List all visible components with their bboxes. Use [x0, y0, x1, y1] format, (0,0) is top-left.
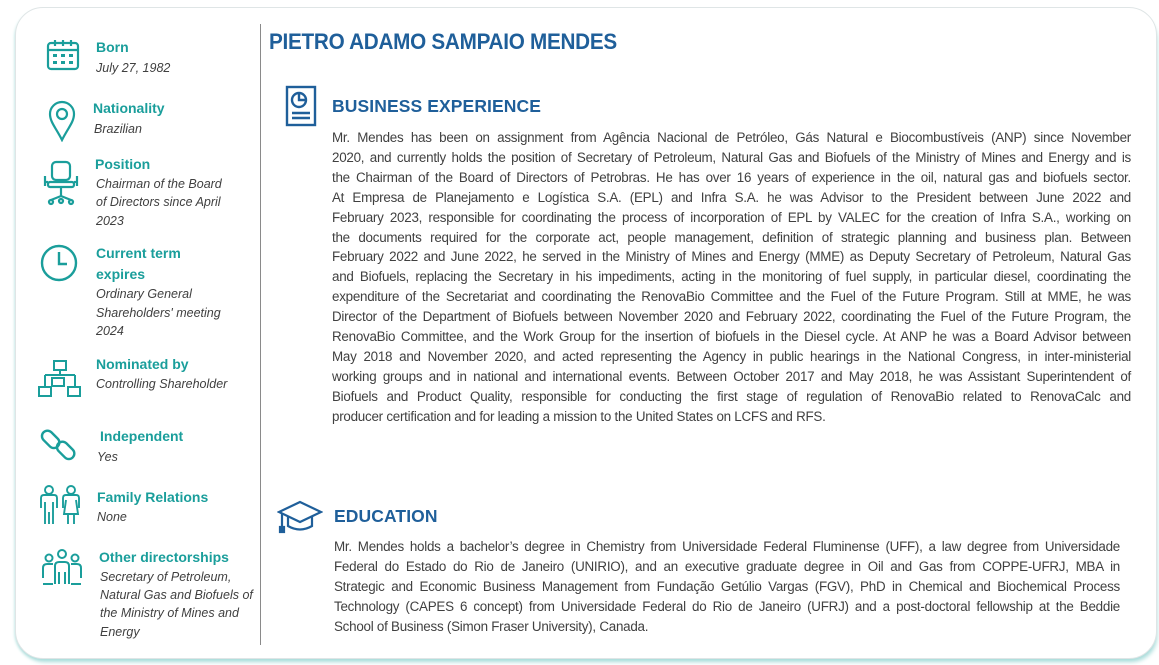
other-label: Other directorships — [99, 549, 229, 565]
born-label: Born — [96, 39, 129, 55]
independent-value: Yes — [97, 450, 118, 464]
education-heading: EDUCATION — [334, 506, 438, 526]
education-line: School of Business (Simon Fraser University), Canada. — [334, 618, 649, 634]
business-line: At Empresa de Planejamento e Logística S.A. (EPL) and Infra S.A. he was Advisor to the President between June 2022 and — [332, 189, 1131, 205]
calendar-icon — [46, 38, 80, 72]
business-line: Biofuels and Product Quality, responsible for conducting the first stage of regulation of RenovaBio related to RenovaCalc and — [332, 388, 1131, 404]
independent-label: Independent — [100, 428, 184, 444]
chain-link-icon — [40, 426, 78, 464]
other-value-1: Secretary of Petroleum, — [100, 570, 232, 584]
position-value-1: Chairman of the Board — [96, 177, 222, 191]
nominated-value: Controlling Shareholder — [96, 377, 228, 391]
graduation-cap-icon — [277, 500, 323, 534]
other-value-3: the Ministry of Mines and — [100, 606, 239, 620]
business-line: producer certification and for leading a mission to the United States on LCFS and RFS. — [332, 408, 826, 424]
business-line: the documents required for the corporate act, people management, definition of strategic planning and business plan. Between — [332, 229, 1131, 245]
position-value-2: of Directors since April — [96, 195, 221, 209]
group-icon — [42, 548, 82, 586]
family-label: Family Relations — [97, 489, 209, 505]
business-line: Director of the Department of Biofuels between November 2020 and February 2022, coordinating the Fuel of the Future Program, the — [332, 309, 1131, 325]
family-value: None — [97, 510, 127, 524]
business-line: 2020, and currently holds the position of Secretary of Petroleum, Natural Gas and Biofuels of the Ministry of Mines and Energy and is — [332, 149, 1131, 165]
business-line: RenovaBio Committee, and the Work Group for the insertion of biofuels in the Diesel cycle. At ANP he was a Board Advisor between — [332, 329, 1131, 345]
clock-icon — [40, 244, 78, 282]
business-line: the Chairman of the Board of Directors of Petrobras. He has over 16 years of experience in the oil, natural gas and biofuels sector. — [332, 169, 1131, 185]
org-chart-icon — [38, 359, 82, 399]
education-line: Federal do Estado do Rio de Janeiro (UNIRIO), and an executive graduate degree in Oil and Gas from COPPE-UFRJ, MBA in — [334, 558, 1120, 574]
term-value-3: 2024 — [96, 324, 124, 338]
education-line: Mr. Mendes holds a bachelor’s degree in Chemistry from Universidade Federal Fluminense (UFF), a law degree from Universidade — [334, 539, 1120, 554]
education-line: Strategic and Economic Business Management from Fundação Getúlio Vargas (FGV), PhD in Chemical and Biochemical Process — [334, 578, 1120, 594]
business-line: Mr. Mendes has been on assignment from Agência Nacional de Petróleo, Gás Natural e Biocombustíveis (ANP) since November — [332, 130, 1131, 145]
other-value-2: Natural Gas and Biofuels of — [100, 588, 253, 602]
business-line: and Biofuels, replacing the Secretary in his impediments, acting in the monitoring of fuel supply, in particular diesel, coordinating the — [332, 269, 1131, 285]
business-line: expenditure of the Secretariat and coordinating the RenovaBio Committee and the Fuel of the Future Program. Still at MME, he was — [332, 289, 1131, 305]
business-text — [332, 128, 1131, 427]
business-line: February 2022 and June 2022, he served in the Ministry of Mines and Energy (MME) as Deputy Secretary of Petroleum, Natural Gas — [332, 249, 1131, 265]
business-line: May 2018 and November 2020, and acted representing the Agency in public hearings in the National Congress, in inter-ministerial — [332, 348, 1131, 364]
nominated-label: Nominated by — [96, 356, 189, 372]
nationality-value: Brazilian — [94, 122, 142, 136]
office-chair-icon — [43, 160, 79, 206]
education-text — [334, 537, 1120, 637]
business-line: working groups and in national and international events. Between October 2017 and May 2018, he was Assistant Superintendent of — [332, 368, 1131, 384]
term-label-1: Current term — [96, 245, 181, 261]
term-value-2: Shareholders' meeting — [96, 306, 221, 320]
born-value: July 27, 1982 — [96, 61, 171, 75]
family-icon — [38, 484, 82, 526]
term-label-2: expires — [96, 266, 146, 282]
location-pin-icon — [48, 100, 76, 142]
column-divider — [260, 24, 261, 645]
position-value-3: 2023 — [96, 214, 124, 228]
education-line: Technology (CAPES 6 concept) from Universidade Federal do Rio de Janeiro (UFRJ) and a post-doctoral fellowship at the Beddie — [334, 598, 1120, 614]
page-title: PIETRO ADAMO SAMPAIO MENDES — [269, 29, 617, 54]
nationality-label: Nationality — [93, 100, 165, 116]
term-value-1: Ordinary General — [96, 287, 192, 301]
business-heading: BUSINESS EXPERIENCE — [332, 96, 542, 116]
document-chart-icon — [285, 85, 317, 127]
business-line: February 2023, responsible for coordinating the process of incorporation of EPL by VALEC for the creation of Infra S.A., working on — [332, 209, 1131, 225]
position-label: Position — [95, 156, 151, 172]
other-value-4: Energy — [100, 625, 140, 639]
